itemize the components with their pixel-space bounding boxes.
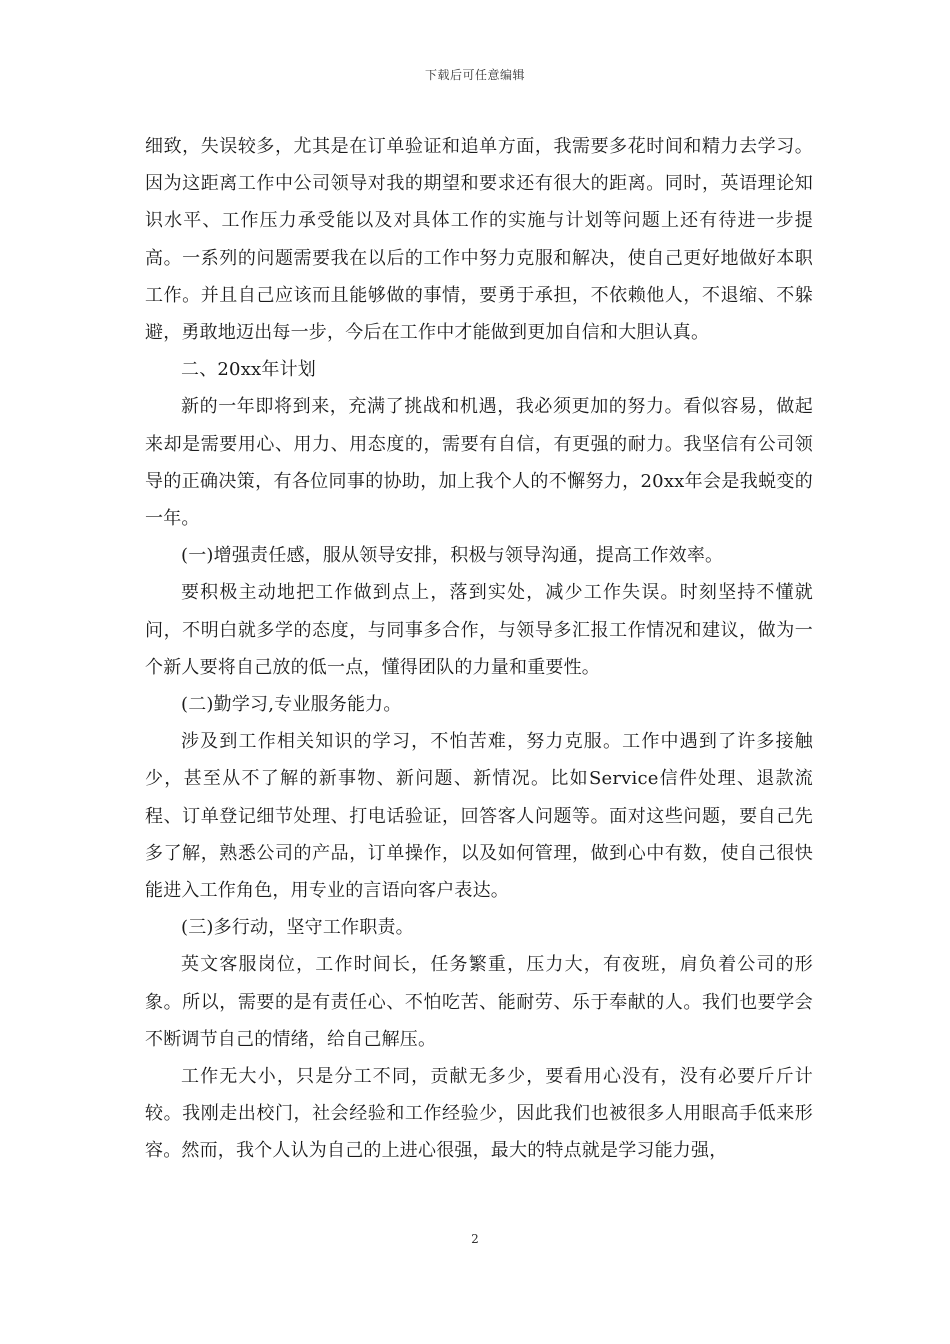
subsection-heading: (二)勤学习,专业服务能力。 xyxy=(181,694,402,716)
section-heading: 二、20xx年计划 xyxy=(181,359,317,381)
paragraph: 要积极主动地把工作做到点上，落到实处，减少工作失误。时刻坚持不懂就问，不明白就多学的态度，与同事多合作，与领导多汇报工作情况和建议，做为一个新人要将自己放的低一点，懂得团队的力量和重要性。 xyxy=(145,582,813,678)
document-body xyxy=(145,128,813,1170)
paragraph: 工作无大小，只是分工不同，贡献无多少，要看用心没有，没有必要斤斤计较。我刚走出校门，社会经验和工作经验少，因此我们也被很多人用眼高手低来形容。然而，我个人认为自己的上进心很强，最大的特点就是学习能力强， xyxy=(145,1066,813,1162)
subsection-heading: (一)增强责任感，服从领导安排，积极与领导沟通，提高工作效率。 xyxy=(181,545,724,567)
page-header-note: 下载后可任意编辑 xyxy=(424,68,525,82)
subsection-heading: (三)多行动，坚守工作职责。 xyxy=(181,917,414,939)
paragraph: 新的一年即将到来，充满了挑战和机遇，我必须更加的努力。看似容易，做起来却是需要用心、用力、用态度的，需要有自信，有更强的耐力。我坚信有公司领导的正确决策，有各位同事的协助，加上我个人的不懈努力，20xx年会是我蜕变的一年。 xyxy=(145,396,813,530)
page-number: 2 xyxy=(471,1232,479,1246)
paragraph: 涉及到工作相关知识的学习，不怕苦难，努力克服。工作中遇到了许多接触少，甚至从不了解的新事物、新问题、新情况。比如Service信件处理、退款流程、订单登记细节处理、打电话验证，回答客人问题等。面对这些问题，要自己先多了解，熟悉公司的产品，订单操作，以及如何管理，做到心中有数，使自己很快能进入工作角色，用专业的言语向客户表达。 xyxy=(145,731,813,902)
paragraph: 英文客服岗位，工作时间长，任务繁重，压力大，有夜班，肩负着公司的形象。所以，需要的是有责任心、不怕吃苦、能耐劳、乐于奉献的人。我们也要学会不断调节自己的情绪，给自己解压。 xyxy=(145,954,813,1050)
paragraph: 细致，失误较多，尤其是在订单验证和追单方面，我需要多花时间和精力去学习。因为这距离工作中公司领导对我的期望和要求还有很大的距离。同时，英语理论知识水平、工作压力承受能以及对具体工作的实施与计划等问题上还有待进一步提高。一系列的问题需要我在以后的工作中努力克服和解决，使自己更好地做好本职工作。并且自己应该而且能够做的事情，要勇于承担，不依赖他人，不退缩、不躲避，勇敢地迈出每一步，今后在工作中才能做到更加自信和大胆认真。 xyxy=(145,136,813,344)
